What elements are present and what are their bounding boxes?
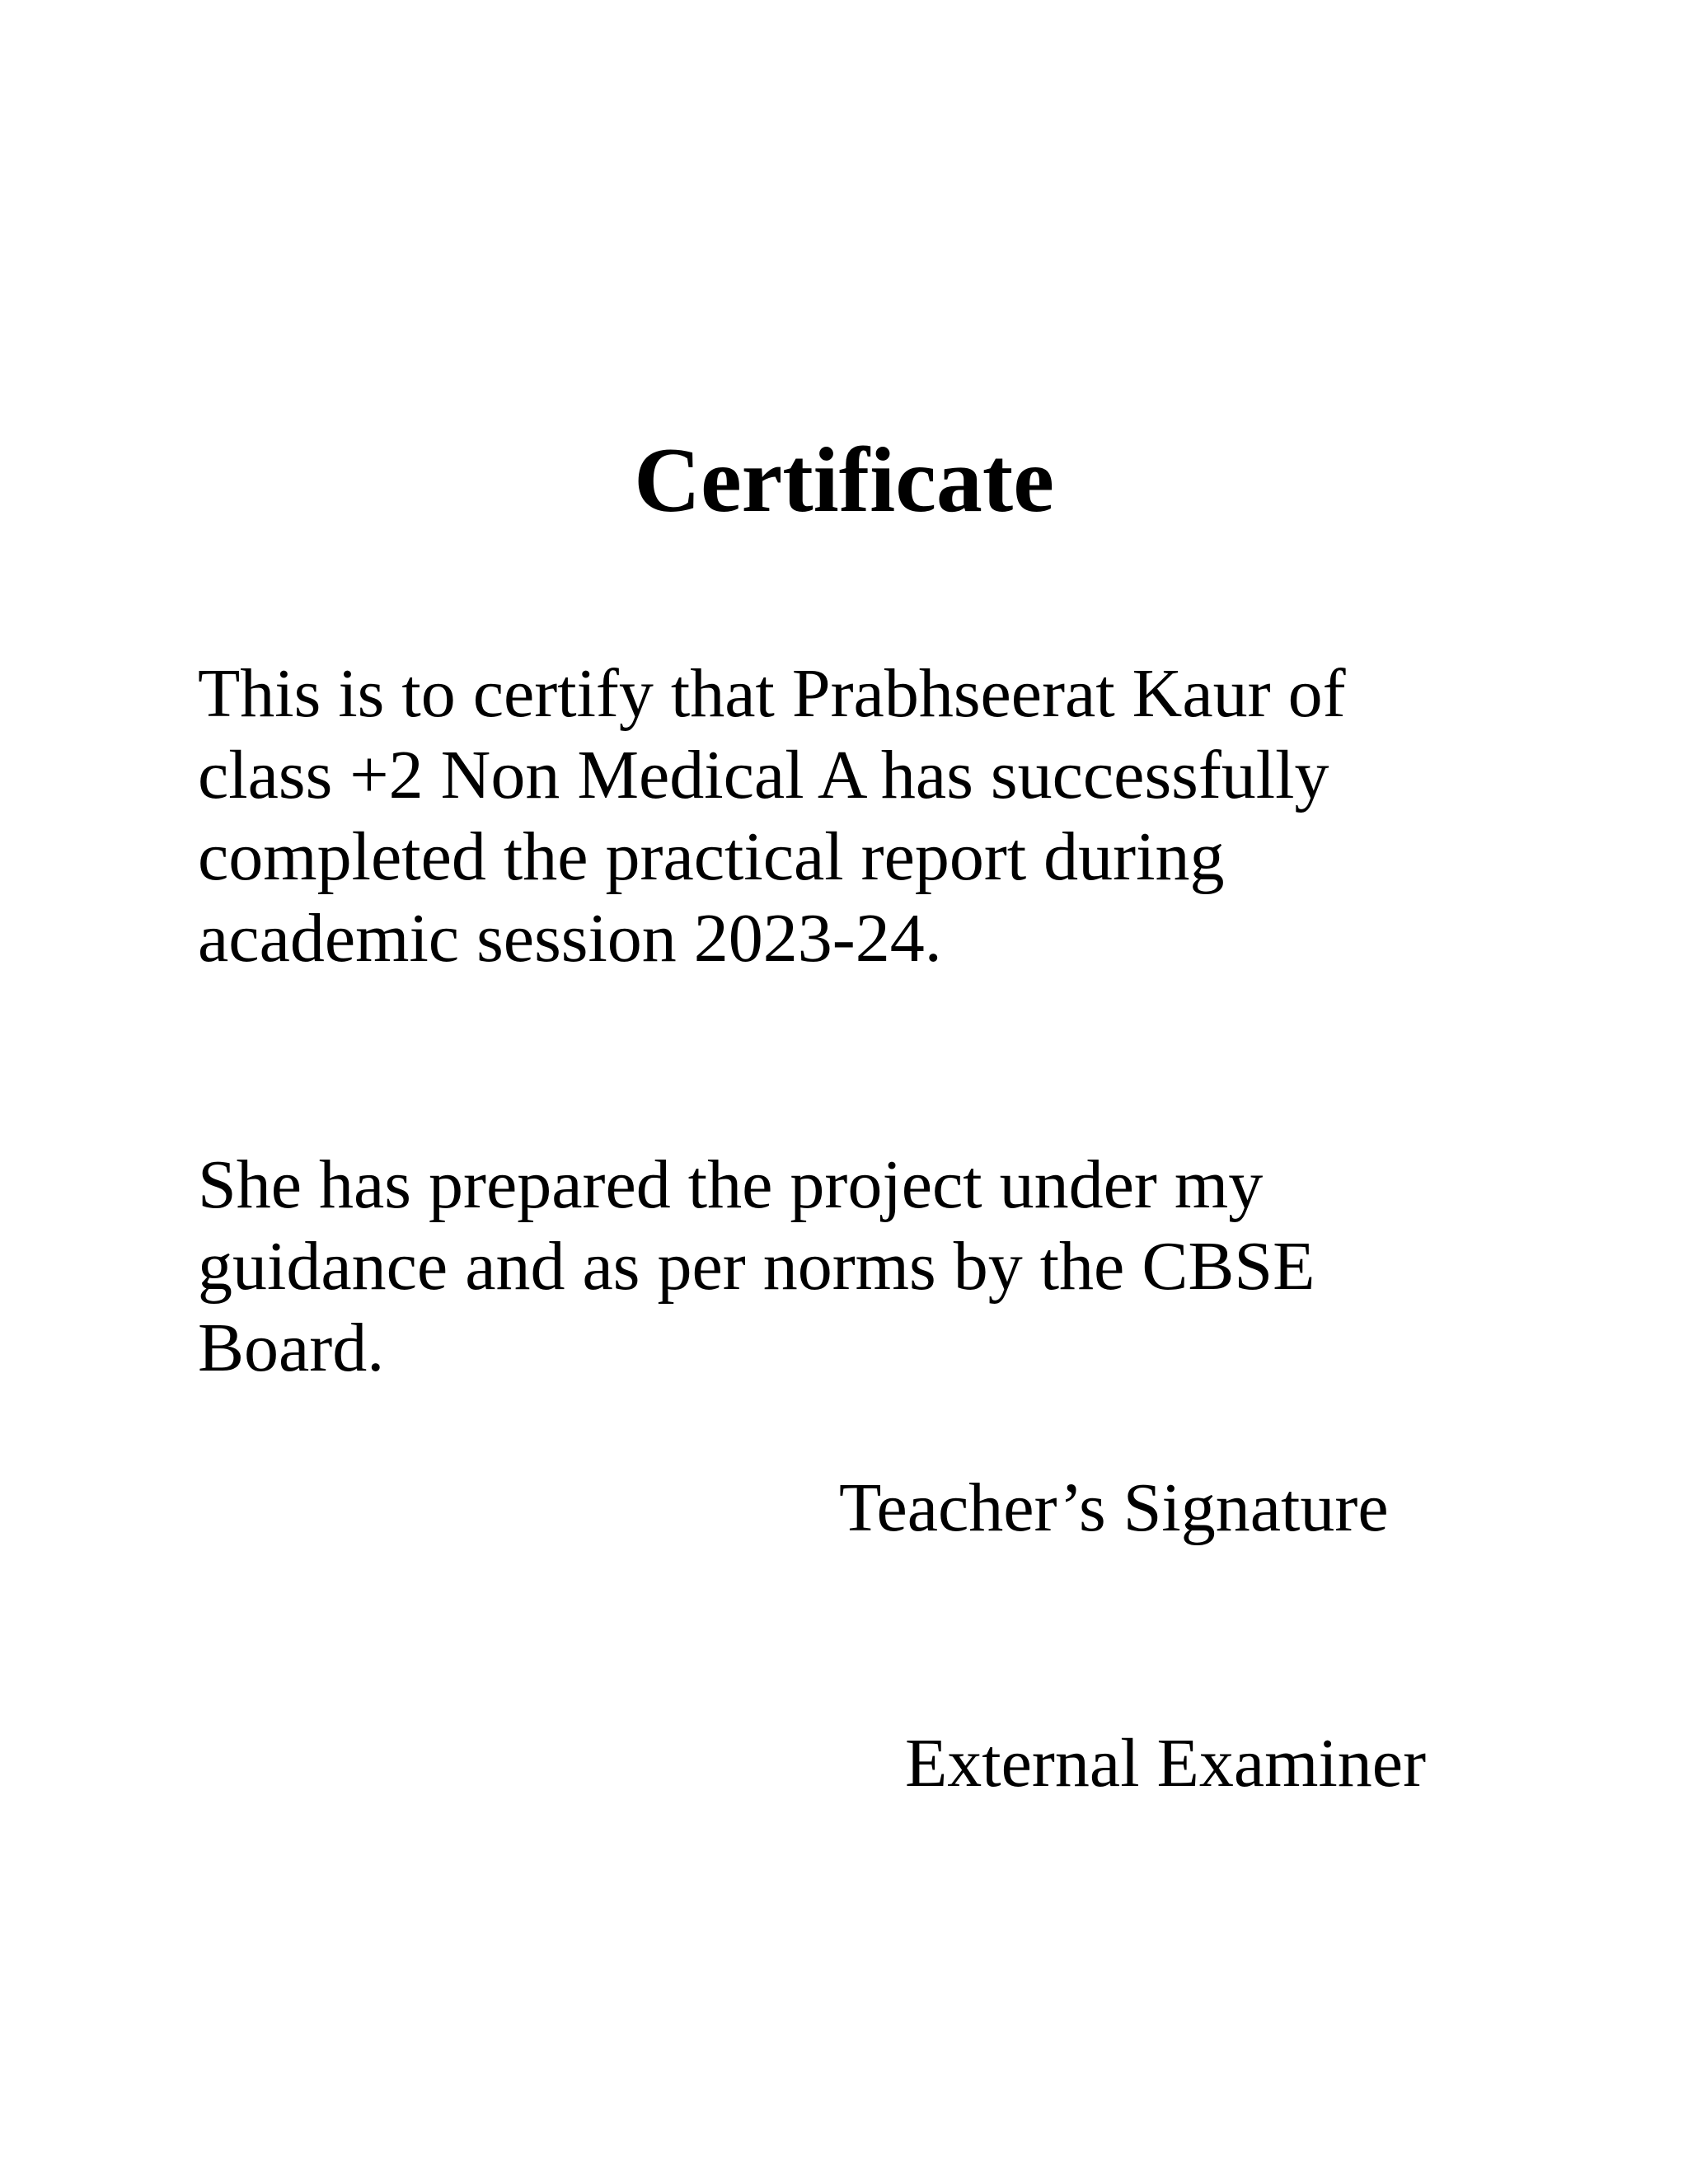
- guidance-paragraph: [198, 1144, 1467, 1389]
- guidance-line: Board.: [198, 1310, 385, 1386]
- certification-paragraph: [198, 653, 1467, 979]
- certification-line: class +2 Non Medical A has successfully: [198, 737, 1329, 813]
- external-examiner-label: External Examiner: [905, 1725, 1427, 1802]
- certificate-title: Certificate: [634, 429, 1054, 532]
- certification-line: academic session 2023-24.: [198, 900, 942, 977]
- guidance-line: guidance and as per norms by the CBSE: [198, 1228, 1315, 1305]
- certification-line: completed the practical report during: [198, 818, 1225, 895]
- teacher-signature-label: Teacher’s Signature: [839, 1469, 1389, 1546]
- guidance-line: She has prepared the project under my: [198, 1146, 1264, 1223]
- certification-line: This is to certify that Prabhseerat Kaur of: [198, 655, 1346, 732]
